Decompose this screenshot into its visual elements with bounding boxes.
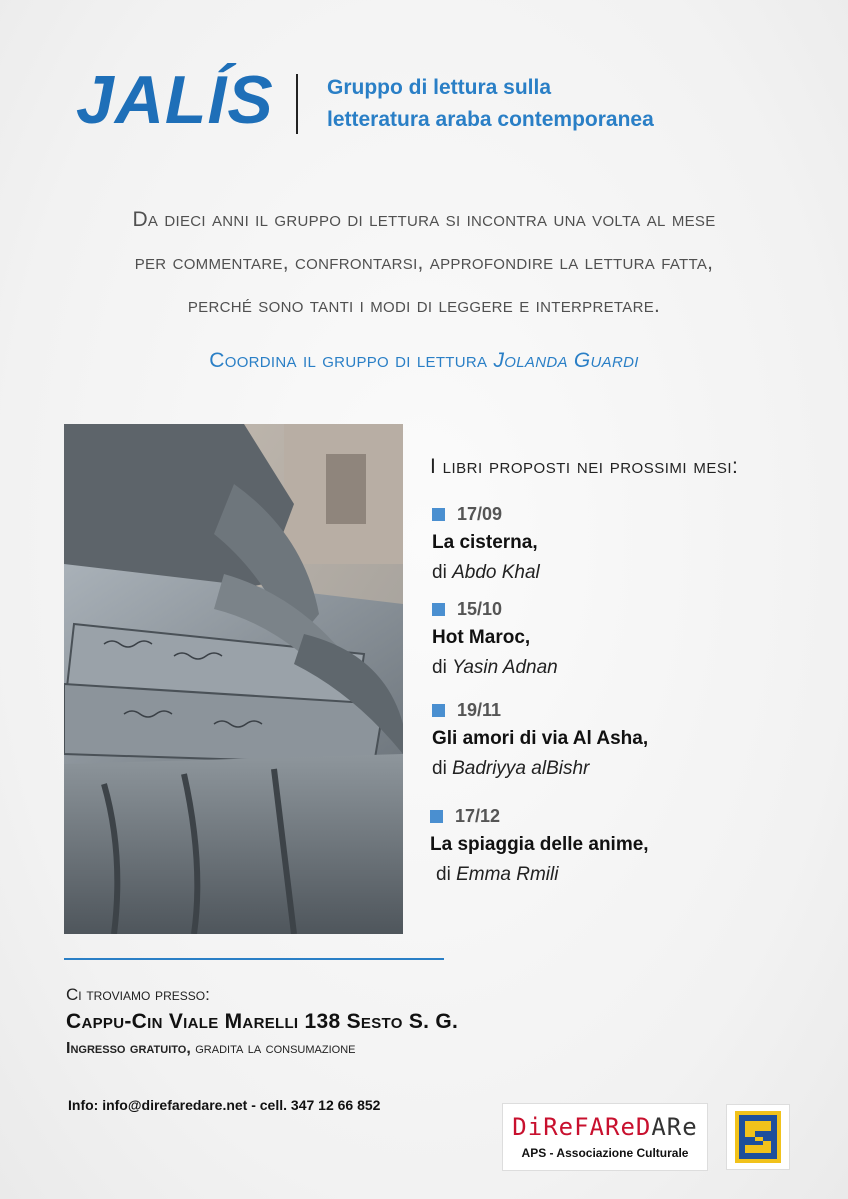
intro-line-2: per commentare, confrontarsi, approfondire la lettura fatta, (134, 251, 714, 274)
book-title: Gli amori di via Al Asha (432, 728, 643, 749)
book-date-row (432, 595, 558, 623)
book-author-line (432, 754, 648, 784)
arabic-logo-icon (727, 1105, 789, 1169)
book-item (432, 696, 648, 784)
arabic-association-logo (726, 1104, 790, 1170)
venue-note (66, 1040, 356, 1058)
book-author: Abdo Khal (452, 562, 540, 583)
book-date: 19/11 (457, 700, 502, 720)
book-date-row (432, 696, 648, 724)
book-author: Badriyya alBishr (452, 758, 590, 779)
book-title-line: La cisterna, (432, 532, 538, 553)
book-date: 17/12 (455, 806, 501, 826)
venue-entry: Ingresso gratuito, (66, 1040, 191, 1057)
statue-photo (64, 424, 403, 934)
subtitle-line-1: Gruppo di lettura sulla (327, 76, 552, 99)
book-title-line: Gli amori di via Al Asha, (432, 728, 649, 749)
book-title: Hot Maroc (432, 627, 525, 648)
book-by: di (432, 562, 447, 583)
intro-line-1: Da dieci anni il gruppo di lettura si incontra una volta al mese (132, 208, 716, 231)
book-item (430, 802, 649, 890)
book-title-line: Hot Maroc, (432, 627, 531, 648)
bullet-square-icon (432, 704, 445, 717)
bullet-square-icon (432, 603, 445, 616)
coordinator (40, 346, 808, 376)
book-author: Emma Rmili (456, 864, 559, 885)
coordinator-label: Coordina il gruppo di lettura (209, 349, 488, 372)
book-item (432, 595, 558, 683)
books-heading: I libri proposti nei prossimi mesi: (430, 455, 739, 478)
book-title: La spiaggia delle anime (430, 834, 644, 855)
logo-tagline: APS - Associazione Culturale (521, 1146, 689, 1160)
subtitle (327, 72, 654, 136)
venue-lead: Ci troviamo presso: (66, 985, 210, 1004)
venue-address: Cappu-Cin Viale Marelli 138 Sesto S. G. (66, 1010, 459, 1033)
book-by: di (432, 657, 447, 678)
book-author: Yasin Adnan (452, 657, 558, 678)
logo-name-part1: DiReFAReD (512, 1113, 652, 1141)
title-divider (296, 74, 298, 134)
direfaredare-logo (502, 1103, 708, 1171)
bullet-square-icon (430, 810, 443, 823)
brand-title: JALÍS (76, 62, 274, 138)
logo-name (503, 1113, 707, 1141)
coordinator-name: Jolanda Guardi (493, 349, 639, 372)
subtitle-line-2: letteratura araba contemporanea (327, 108, 654, 131)
bullet-square-icon (432, 508, 445, 521)
section-divider (64, 958, 444, 960)
book-author-line (430, 860, 649, 890)
book-by: di (436, 864, 451, 885)
book-author-line (432, 653, 558, 683)
intro-text (40, 198, 808, 327)
book-date: 17/09 (457, 504, 503, 524)
book-title: La cisterna (432, 532, 533, 553)
contact-info: Info: info@direfaredare.net - cell. 347 12 66 852 (68, 1097, 381, 1113)
intro-line-3: perché sono tanti i modi di leggere e interpretare. (187, 294, 661, 317)
logo-name-part2: ARe (651, 1113, 698, 1141)
book-item (432, 500, 540, 588)
book-by: di (432, 758, 447, 779)
book-author-line (432, 558, 540, 588)
venue-note-text: gradita la consumazione (195, 1040, 356, 1057)
book-title-line: La spiaggia delle anime, (430, 834, 649, 855)
book-date-row (430, 802, 649, 830)
book-date: 15/10 (457, 599, 503, 619)
statue-photo-illustration (64, 424, 403, 934)
book-date-row (432, 500, 540, 528)
